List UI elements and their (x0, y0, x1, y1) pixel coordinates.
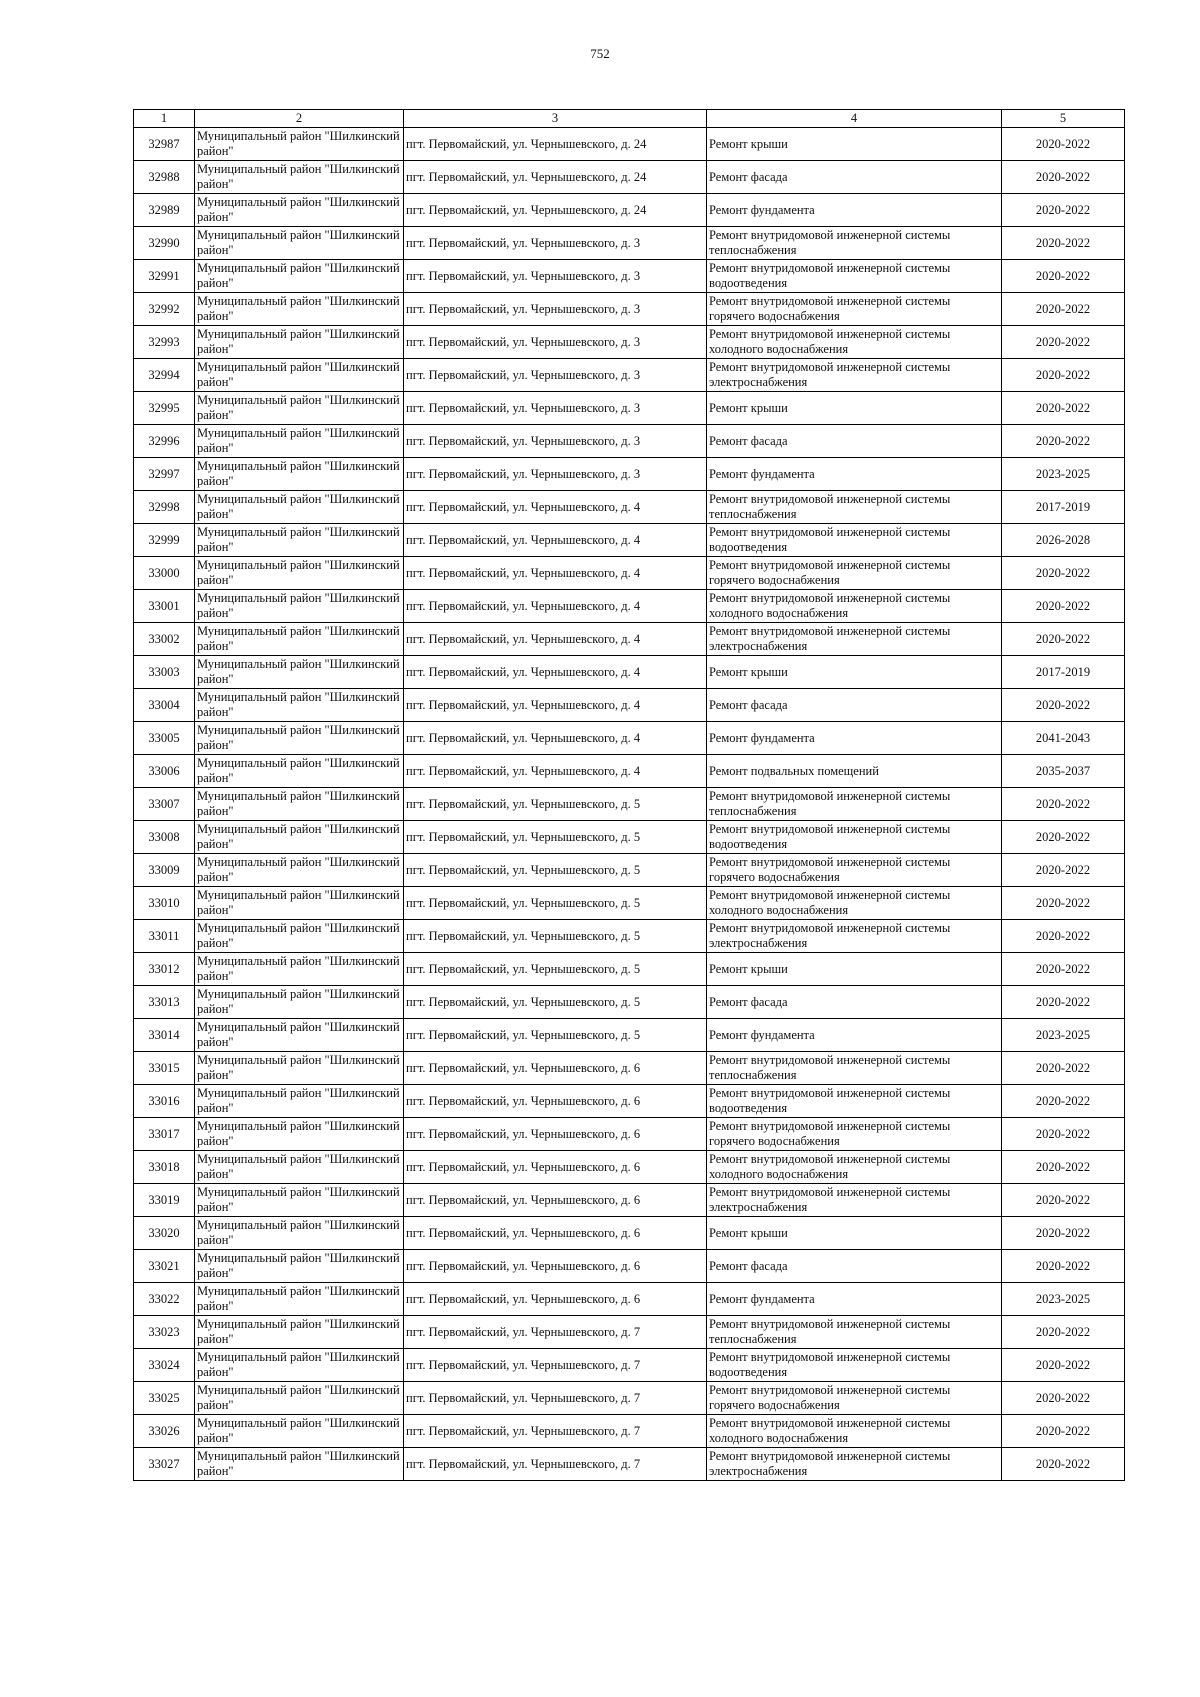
cell-period: 2020-2022 (1002, 821, 1125, 854)
cell-address: пгт. Первомайский, ул. Чернышевского, д. 3 (404, 425, 707, 458)
cell-row-number: 33014 (134, 1019, 195, 1052)
cell-row-number: 32987 (134, 128, 195, 161)
cell-work-type: Ремонт внутридомовой инженерной системы водоотведения (707, 1085, 1002, 1118)
cell-period: 2020-2022 (1002, 788, 1125, 821)
cell-period: 2020-2022 (1002, 1118, 1125, 1151)
column-header-2: 2 (195, 110, 404, 128)
cell-municipality: Муниципальный район "Шилкинский район" (195, 425, 404, 458)
cell-work-type: Ремонт фасада (707, 425, 1002, 458)
table-row (134, 161, 1125, 194)
cell-work-type: Ремонт внутридомовой инженерной системы электроснабжения (707, 920, 1002, 953)
cell-work-type: Ремонт внутридомовой инженерной системы горячего водоснабжения (707, 854, 1002, 887)
cell-address: пгт. Первомайский, ул. Чернышевского, д. 5 (404, 920, 707, 953)
cell-work-type: Ремонт внутридомовой инженерной системы холодного водоснабжения (707, 326, 1002, 359)
table-row (134, 986, 1125, 1019)
table-row (134, 821, 1125, 854)
cell-municipality: Муниципальный район "Шилкинский район" (195, 788, 404, 821)
cell-row-number: 33020 (134, 1217, 195, 1250)
cell-period: 2020-2022 (1002, 1415, 1125, 1448)
cell-period: 2020-2022 (1002, 854, 1125, 887)
column-header-3: 3 (404, 110, 707, 128)
cell-work-type: Ремонт внутридомовой инженерной системы водоотведения (707, 260, 1002, 293)
cell-row-number: 32991 (134, 260, 195, 293)
cell-address: пгт. Первомайский, ул. Чернышевского, д. 6 (404, 1283, 707, 1316)
cell-work-type: Ремонт внутридомовой инженерной системы теплоснабжения (707, 491, 1002, 524)
cell-period: 2020-2022 (1002, 623, 1125, 656)
cell-work-type: Ремонт внутридомовой инженерной системы водоотведения (707, 821, 1002, 854)
cell-row-number: 33022 (134, 1283, 195, 1316)
cell-address: пгт. Первомайский, ул. Чернышевского, д. 3 (404, 359, 707, 392)
table-row (134, 887, 1125, 920)
cell-work-type: Ремонт фасада (707, 986, 1002, 1019)
cell-address: пгт. Первомайский, ул. Чернышевского, д. 5 (404, 887, 707, 920)
table-row (134, 326, 1125, 359)
cell-period: 2017-2019 (1002, 491, 1125, 524)
cell-municipality: Муниципальный район "Шилкинский район" (195, 1448, 404, 1481)
cell-period: 2020-2022 (1002, 689, 1125, 722)
cell-row-number: 32988 (134, 161, 195, 194)
cell-work-type: Ремонт фундамента (707, 1019, 1002, 1052)
cell-address: пгт. Первомайский, ул. Чернышевского, д. 5 (404, 821, 707, 854)
cell-period: 2020-2022 (1002, 194, 1125, 227)
column-header-1: 1 (134, 110, 195, 128)
cell-period: 2020-2022 (1002, 1217, 1125, 1250)
cell-address: пгт. Первомайский, ул. Чернышевского, д. 7 (404, 1448, 707, 1481)
cell-address: пгт. Первомайский, ул. Чернышевского, д. 7 (404, 1415, 707, 1448)
cell-work-type: Ремонт крыши (707, 1217, 1002, 1250)
cell-municipality: Муниципальный район "Шилкинский район" (195, 557, 404, 590)
cell-municipality: Муниципальный район "Шилкинский район" (195, 1151, 404, 1184)
cell-row-number: 32993 (134, 326, 195, 359)
cell-municipality: Муниципальный район "Шилкинский район" (195, 260, 404, 293)
cell-period: 2020-2022 (1002, 887, 1125, 920)
cell-work-type: Ремонт внутридомовой инженерной системы горячего водоснабжения (707, 557, 1002, 590)
cell-period: 2023-2025 (1002, 1283, 1125, 1316)
cell-municipality: Муниципальный район "Шилкинский район" (195, 392, 404, 425)
cell-row-number: 33004 (134, 689, 195, 722)
cell-address: пгт. Первомайский, ул. Чернышевского, д. 3 (404, 260, 707, 293)
cell-municipality: Муниципальный район "Шилкинский район" (195, 854, 404, 887)
column-header-4: 4 (707, 110, 1002, 128)
repair-schedule-table (133, 109, 1125, 1481)
cell-row-number: 33001 (134, 590, 195, 623)
table-row (134, 1118, 1125, 1151)
cell-address: пгт. Первомайский, ул. Чернышевского, д. 5 (404, 1019, 707, 1052)
cell-row-number: 33027 (134, 1448, 195, 1481)
table-row (134, 425, 1125, 458)
cell-municipality: Муниципальный район "Шилкинский район" (195, 1349, 404, 1382)
cell-period: 2017-2019 (1002, 656, 1125, 689)
cell-work-type: Ремонт внутридомовой инженерной системы холодного водоснабжения (707, 1415, 1002, 1448)
cell-municipality: Муниципальный район "Шилкинский район" (195, 1316, 404, 1349)
cell-municipality: Муниципальный район "Шилкинский район" (195, 590, 404, 623)
cell-period: 2026-2028 (1002, 524, 1125, 557)
cell-work-type: Ремонт крыши (707, 392, 1002, 425)
cell-row-number: 33017 (134, 1118, 195, 1151)
cell-period: 2020-2022 (1002, 392, 1125, 425)
cell-period: 2023-2025 (1002, 458, 1125, 491)
cell-address: пгт. Первомайский, ул. Чернышевского, д. 7 (404, 1382, 707, 1415)
cell-row-number: 32995 (134, 392, 195, 425)
cell-period: 2020-2022 (1002, 1349, 1125, 1382)
cell-address: пгт. Первомайский, ул. Чернышевского, д. 24 (404, 161, 707, 194)
cell-address: пгт. Первомайский, ул. Чернышевского, д. 5 (404, 986, 707, 1019)
cell-address: пгт. Первомайский, ул. Чернышевского, д. 4 (404, 656, 707, 689)
table-row (134, 293, 1125, 326)
cell-row-number: 33024 (134, 1349, 195, 1382)
cell-row-number: 33009 (134, 854, 195, 887)
cell-work-type: Ремонт внутридомовой инженерной системы электроснабжения (707, 359, 1002, 392)
cell-address: пгт. Первомайский, ул. Чернышевского, д. 3 (404, 293, 707, 326)
cell-municipality: Муниципальный район "Шилкинский район" (195, 293, 404, 326)
cell-address: пгт. Первомайский, ул. Чернышевского, д. 3 (404, 392, 707, 425)
cell-row-number: 32996 (134, 425, 195, 458)
cell-row-number: 33007 (134, 788, 195, 821)
cell-municipality: Муниципальный район "Шилкинский район" (195, 1052, 404, 1085)
cell-address: пгт. Первомайский, ул. Чернышевского, д. 4 (404, 623, 707, 656)
cell-row-number: 32999 (134, 524, 195, 557)
cell-municipality: Муниципальный район "Шилкинский район" (195, 689, 404, 722)
cell-address: пгт. Первомайский, ул. Чернышевского, д. 6 (404, 1052, 707, 1085)
cell-municipality: Муниципальный район "Шилкинский район" (195, 755, 404, 788)
cell-work-type: Ремонт фасада (707, 161, 1002, 194)
cell-address: пгт. Первомайский, ул. Чернышевского, д. 4 (404, 590, 707, 623)
cell-work-type: Ремонт внутридомовой инженерной системы холодного водоснабжения (707, 1151, 1002, 1184)
cell-address: пгт. Первомайский, ул. Чернышевского, д. 3 (404, 326, 707, 359)
cell-row-number: 32997 (134, 458, 195, 491)
cell-municipality: Муниципальный район "Шилкинский район" (195, 887, 404, 920)
cell-row-number: 32998 (134, 491, 195, 524)
table-row (134, 1217, 1125, 1250)
cell-address: пгт. Первомайский, ул. Чернышевского, д. 4 (404, 491, 707, 524)
cell-work-type: Ремонт внутридомовой инженерной системы горячего водоснабжения (707, 1382, 1002, 1415)
cell-period: 2020-2022 (1002, 260, 1125, 293)
cell-row-number: 33013 (134, 986, 195, 1019)
cell-work-type: Ремонт внутридомовой инженерной системы холодного водоснабжения (707, 887, 1002, 920)
cell-municipality: Муниципальный район "Шилкинский район" (195, 722, 404, 755)
cell-period: 2020-2022 (1002, 1250, 1125, 1283)
cell-row-number: 33006 (134, 755, 195, 788)
cell-address: пгт. Первомайский, ул. Чернышевского, д. 7 (404, 1316, 707, 1349)
cell-address: пгт. Первомайский, ул. Чернышевского, д. 4 (404, 557, 707, 590)
table-row (134, 788, 1125, 821)
cell-period: 2020-2022 (1002, 359, 1125, 392)
table-row (134, 590, 1125, 623)
table-row (134, 194, 1125, 227)
table-row (134, 1316, 1125, 1349)
cell-row-number: 33023 (134, 1316, 195, 1349)
table-row (134, 128, 1125, 161)
cell-work-type: Ремонт внутридомовой инженерной системы горячего водоснабжения (707, 293, 1002, 326)
cell-period: 2020-2022 (1002, 1151, 1125, 1184)
cell-address: пгт. Первомайский, ул. Чернышевского, д. 4 (404, 755, 707, 788)
table-row (134, 953, 1125, 986)
cell-row-number: 32994 (134, 359, 195, 392)
cell-address: пгт. Первомайский, ул. Чернышевского, д. 6 (404, 1250, 707, 1283)
cell-work-type: Ремонт крыши (707, 128, 1002, 161)
cell-municipality: Муниципальный район "Шилкинский район" (195, 194, 404, 227)
cell-work-type: Ремонт фасада (707, 689, 1002, 722)
cell-period: 2035-2037 (1002, 755, 1125, 788)
cell-period: 2020-2022 (1002, 1085, 1125, 1118)
table-row (134, 1382, 1125, 1415)
table-row (134, 260, 1125, 293)
table-row (134, 623, 1125, 656)
cell-period: 2041-2043 (1002, 722, 1125, 755)
cell-municipality: Муниципальный район "Шилкинский район" (195, 1283, 404, 1316)
cell-work-type: Ремонт фундамента (707, 1283, 1002, 1316)
cell-row-number: 33026 (134, 1415, 195, 1448)
cell-address: пгт. Первомайский, ул. Чернышевского, д. 3 (404, 458, 707, 491)
cell-work-type: Ремонт фундамента (707, 722, 1002, 755)
cell-address: пгт. Первомайский, ул. Чернышевского, д. 4 (404, 689, 707, 722)
cell-period: 2020-2022 (1002, 425, 1125, 458)
cell-period: 2020-2022 (1002, 1448, 1125, 1481)
cell-municipality: Муниципальный район "Шилкинский район" (195, 821, 404, 854)
cell-municipality: Муниципальный район "Шилкинский район" (195, 524, 404, 557)
cell-row-number: 33005 (134, 722, 195, 755)
table-body (134, 128, 1125, 1481)
cell-period: 2020-2022 (1002, 128, 1125, 161)
cell-row-number: 33012 (134, 953, 195, 986)
cell-row-number: 33018 (134, 1151, 195, 1184)
cell-address: пгт. Первомайский, ул. Чернышевского, д. 24 (404, 194, 707, 227)
cell-period: 2020-2022 (1002, 920, 1125, 953)
table-header (134, 110, 1125, 128)
cell-work-type: Ремонт внутридомовой инженерной системы электроснабжения (707, 623, 1002, 656)
cell-work-type: Ремонт внутридомовой инженерной системы водоотведения (707, 524, 1002, 557)
table-row (134, 689, 1125, 722)
cell-municipality: Муниципальный район "Шилкинский район" (195, 656, 404, 689)
cell-row-number: 33000 (134, 557, 195, 590)
cell-municipality: Муниципальный район "Шилкинский район" (195, 359, 404, 392)
cell-period: 2020-2022 (1002, 326, 1125, 359)
table-row (134, 1085, 1125, 1118)
cell-municipality: Муниципальный район "Шилкинский район" (195, 1085, 404, 1118)
cell-period: 2023-2025 (1002, 1019, 1125, 1052)
table-row (134, 392, 1125, 425)
cell-row-number: 33016 (134, 1085, 195, 1118)
table-row (134, 557, 1125, 590)
cell-address: пгт. Первомайский, ул. Чернышевского, д. 5 (404, 854, 707, 887)
cell-municipality: Муниципальный район "Шилкинский район" (195, 491, 404, 524)
cell-municipality: Муниципальный район "Шилкинский район" (195, 1217, 404, 1250)
table-row (134, 1415, 1125, 1448)
cell-municipality: Муниципальный район "Шилкинский район" (195, 1184, 404, 1217)
cell-municipality: Муниципальный район "Шилкинский район" (195, 227, 404, 260)
table-row (134, 227, 1125, 260)
table-row (134, 524, 1125, 557)
cell-work-type: Ремонт внутридомовой инженерной системы холодного водоснабжения (707, 590, 1002, 623)
cell-address: пгт. Первомайский, ул. Чернышевского, д. 6 (404, 1184, 707, 1217)
cell-work-type: Ремонт фундамента (707, 194, 1002, 227)
cell-address: пгт. Первомайский, ул. Чернышевского, д. 5 (404, 788, 707, 821)
page-number: 752 (590, 46, 610, 61)
table-row (134, 1448, 1125, 1481)
table-row (134, 359, 1125, 392)
table-row (134, 1184, 1125, 1217)
cell-address: пгт. Первомайский, ул. Чернышевского, д. 4 (404, 722, 707, 755)
table-row (134, 1250, 1125, 1283)
table-row (134, 1349, 1125, 1382)
cell-row-number: 33011 (134, 920, 195, 953)
cell-work-type: Ремонт подвальных помещений (707, 755, 1002, 788)
table-row (134, 854, 1125, 887)
table-row (134, 755, 1125, 788)
cell-row-number: 32990 (134, 227, 195, 260)
cell-municipality: Муниципальный район "Шилкинский район" (195, 326, 404, 359)
cell-work-type: Ремонт крыши (707, 953, 1002, 986)
cell-municipality: Муниципальный район "Шилкинский район" (195, 920, 404, 953)
cell-work-type: Ремонт внутридомовой инженерной системы горячего водоснабжения (707, 1118, 1002, 1151)
cell-row-number: 33019 (134, 1184, 195, 1217)
table-row (134, 458, 1125, 491)
table-row (134, 491, 1125, 524)
cell-address: пгт. Первомайский, ул. Чернышевского, д. 3 (404, 227, 707, 260)
cell-work-type: Ремонт внутридомовой инженерной системы теплоснабжения (707, 788, 1002, 821)
cell-address: пгт. Первомайский, ул. Чернышевского, д. 6 (404, 1151, 707, 1184)
cell-municipality: Муниципальный район "Шилкинский район" (195, 1019, 404, 1052)
cell-work-type: Ремонт внутридомовой инженерной системы электроснабжения (707, 1448, 1002, 1481)
cell-period: 2020-2022 (1002, 1052, 1125, 1085)
cell-period: 2020-2022 (1002, 557, 1125, 590)
cell-municipality: Муниципальный район "Шилкинский район" (195, 128, 404, 161)
cell-work-type: Ремонт фасада (707, 1250, 1002, 1283)
cell-period: 2020-2022 (1002, 1184, 1125, 1217)
cell-municipality: Муниципальный район "Шилкинский район" (195, 986, 404, 1019)
cell-row-number: 33021 (134, 1250, 195, 1283)
header-row (134, 110, 1125, 128)
cell-municipality: Муниципальный район "Шилкинский район" (195, 623, 404, 656)
cell-work-type: Ремонт внутридомовой инженерной системы теплоснабжения (707, 1052, 1002, 1085)
cell-work-type: Ремонт внутридомовой инженерной системы электроснабжения (707, 1184, 1002, 1217)
table-row (134, 1019, 1125, 1052)
cell-period: 2020-2022 (1002, 161, 1125, 194)
cell-period: 2020-2022 (1002, 986, 1125, 1019)
cell-address: пгт. Первомайский, ул. Чернышевского, д. 6 (404, 1217, 707, 1250)
cell-work-type: Ремонт фундамента (707, 458, 1002, 491)
cell-period: 2020-2022 (1002, 1316, 1125, 1349)
cell-address: пгт. Первомайский, ул. Чернышевского, д. 24 (404, 128, 707, 161)
cell-row-number: 32989 (134, 194, 195, 227)
cell-period: 2020-2022 (1002, 293, 1125, 326)
cell-address: пгт. Первомайский, ул. Чернышевского, д. 6 (404, 1118, 707, 1151)
cell-address: пгт. Первомайский, ул. Чернышевского, д. 5 (404, 953, 707, 986)
table-row (134, 1151, 1125, 1184)
cell-address: пгт. Первомайский, ул. Чернышевского, д. 4 (404, 524, 707, 557)
table-row (134, 1283, 1125, 1316)
cell-period: 2020-2022 (1002, 1382, 1125, 1415)
cell-address: пгт. Первомайский, ул. Чернышевского, д. 6 (404, 1085, 707, 1118)
cell-period: 2020-2022 (1002, 590, 1125, 623)
cell-row-number: 33008 (134, 821, 195, 854)
cell-municipality: Муниципальный район "Шилкинский район" (195, 1250, 404, 1283)
cell-work-type: Ремонт внутридомовой инженерной системы водоотведения (707, 1349, 1002, 1382)
cell-row-number: 33002 (134, 623, 195, 656)
cell-municipality: Муниципальный район "Шилкинский район" (195, 1118, 404, 1151)
cell-municipality: Муниципальный район "Шилкинский район" (195, 953, 404, 986)
column-header-5: 5 (1002, 110, 1125, 128)
cell-work-type: Ремонт крыши (707, 656, 1002, 689)
cell-period: 2020-2022 (1002, 227, 1125, 260)
cell-row-number: 33010 (134, 887, 195, 920)
cell-work-type: Ремонт внутридомовой инженерной системы теплоснабжения (707, 227, 1002, 260)
cell-municipality: Муниципальный район "Шилкинский район" (195, 1382, 404, 1415)
table-row (134, 1052, 1125, 1085)
cell-municipality: Муниципальный район "Шилкинский район" (195, 161, 404, 194)
cell-period: 2020-2022 (1002, 953, 1125, 986)
table-row (134, 920, 1125, 953)
cell-work-type: Ремонт внутридомовой инженерной системы теплоснабжения (707, 1316, 1002, 1349)
cell-row-number: 33025 (134, 1382, 195, 1415)
cell-row-number: 33003 (134, 656, 195, 689)
cell-row-number: 32992 (134, 293, 195, 326)
cell-row-number: 33015 (134, 1052, 195, 1085)
cell-municipality: Муниципальный район "Шилкинский район" (195, 458, 404, 491)
cell-address: пгт. Первомайский, ул. Чернышевского, д. 7 (404, 1349, 707, 1382)
cell-municipality: Муниципальный район "Шилкинский район" (195, 1415, 404, 1448)
table-row (134, 722, 1125, 755)
table-row (134, 656, 1125, 689)
